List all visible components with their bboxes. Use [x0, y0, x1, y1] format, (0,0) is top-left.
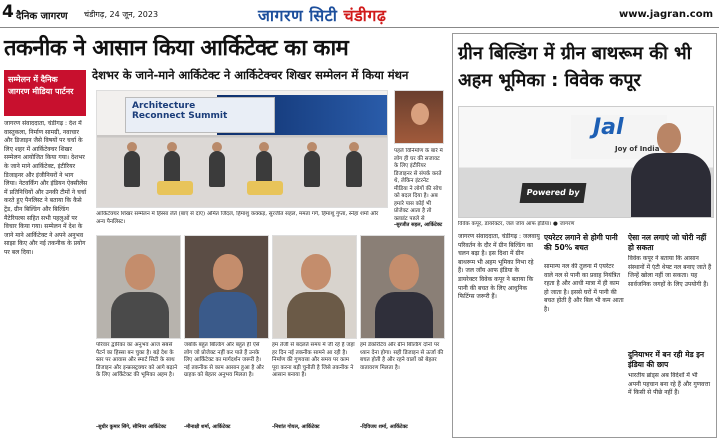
quote-2-name: -मीनाक्षी शर्मा, आर्किटेक्ट [184, 424, 231, 430]
side-quote: पहले विनिर्माण के बारे में लोग ही घर की सजावट के लिए इंटीरियर डिजाइनर से संपर्क करते थे, लेकिन इंटरनेट मीडिया ने लोगों की सोच को बदल दिया है। अब हमारे पास कोई भी प्रोजेक्ट आता है तो क्लाइंट पहले से [394, 148, 443, 220]
paper-name: दैनिक जागरण [16, 11, 68, 22]
quote-1: परिवार द्वारिका का अनुभव आज सबसे पैटर्न का हिस्सा बन चुका है। बड़े देश के स्तर पर आवास और स्मार्ट सिटी के साथ डिजाइन और इन्फ्रास्ट्रक्चर को आगे बढ़ाने के लिए आर्किटेक्ट की भूमिका अहम है। [96, 342, 178, 378]
right-story-body-2: सामान्य नल की तुलना में एयरेटर वाले नल से पानी का प्रवाह नियंत्रित रहता है और आधी मात्रा में ही काम हो जाता है। इससे घरों में पानी की बचत होती है और बिल भी कम आता है। [544, 263, 624, 313]
right-subhead-aerator: एयरेटर लगाने से होगी पानी की 50% बचत [544, 233, 618, 252]
quote-4: हमें डेकोरेटिव और ग्रीन बिल्डिंग दोनों पर ध्यान देना होगा। सही डिजाइन से ऊर्जा की बचत होती है और रहने वालों को बेहतर वातावरण मिलता है। [360, 342, 444, 371]
speaker-mugshot-4 [360, 235, 445, 339]
right-subhead-made-in-india: दुनियाभर में बन रही मेड इन इंडिया की छाप [628, 350, 705, 369]
left-subheadline: देशभर के जाने-माने आर्किटेक्ट ने आर्किटेक्चर शिखर सम्मेलन में किया मंथन [92, 68, 409, 82]
quote-2: जबकि बहुत बिल्डिंग और बहुत ही ऐसे लोग जो प्रोजेक्ट नहीं कर पाते हैं उनके लिए आर्किटेक्ट का मार्गदर्शन जरूरी है। नई तकनीक से काम आसान हुआ है और ग्राहक को बेहतर अनुभव मिलता है। [184, 342, 264, 378]
speaker-mugshot-1 [96, 235, 181, 339]
website-url[interactable]: www.jagran.com [618, 9, 713, 20]
summit-banner: Architecture Reconnect Summit [125, 97, 275, 133]
quote-1-name: -सुधीर कुमार सिंगे, सीनियर आर्किटेक्ट [96, 424, 167, 430]
page-number: 4 [2, 2, 14, 22]
side-quote-name: -सुरजीत सहल, आर्किटेक्ट [394, 222, 443, 228]
jal-tagline: Joy of India [615, 145, 660, 153]
speaker-mugshot-3 [272, 235, 357, 339]
right-story-body-1: जागरण संवाददाता, चंडीगढ़ : जलवायु परिवर्तन के दौर में ग्रीन बिल्डिंग का चलन बढ़ा है। इस दिशा में ग्रीन बाथरूम भी अहम भूमिका निभा रहे हैं। जल जॉय आफ इंडिया के डायरेक्टर विवेक कपूर ने बताया कि पानी की बचत के लिए आधुनिक फिटिंग्स जरूरी हैं। [458, 233, 540, 301]
right-story-body-3: विवेक कपूर ने बताया कि आसान संस्थानों में एंटी थेफ्ट नल बनाए जाते हैं जिन्हें खोला नहीं जा सकता। यह सार्वजनिक जगहों के लिए उपयोगी हैं। [628, 255, 712, 288]
media-partner-kicker: सम्मेलन में दैनिक जागरण मीडिया पार्टनर [4, 70, 86, 116]
speaker-mugshot-2 [184, 235, 269, 339]
issue-date: चंडीगढ़, 24 जून, 2023 [84, 10, 159, 19]
jal-logo: Jal [593, 115, 624, 140]
speaker-photo [394, 90, 444, 144]
masthead [0, 0, 719, 28]
summit-panel-photo [96, 90, 388, 208]
powered-by-sign: Powered by [520, 183, 587, 203]
right-story-body-4: भारतीय ब्रांड्स अब विदेशों में भी अपनी पहचान बना रहे हैं और गुणवत्ता में किसी से पीछे नहीं हैं। [628, 372, 711, 397]
left-headline: तकनीक ने आसान किया आर्किटेक्ट का काम [4, 36, 349, 61]
right-headline: ग्रीन बिल्डिंग में ग्रीन बाथरूम की भी अहम भूमिका : विवेक कपूर [458, 43, 692, 91]
quote-4-name: -दिविजय शर्मा, आर्किटेक्ट [360, 424, 408, 430]
left-story-body: जागरण संवाददाता, चंडीगढ़ : देश में वास्तुकला, निर्माण सामग्री, नवाचार और डिजाइन जैसे विषयों पर चर्चा के लिए शहर में आर्किटेक्चर शिखर सम्मेलन आयोजित किया गया। देशभर के जाने माने आर्किटेक्ट, इंटीरियर डिजाइनर और इंजीनियरों ने भाग लिया। नेटवर्किंग और इंडियन ऐक्सीलेंस में प्रतिनिधियों और उनकी टीमों ने चर्चा करते हुए पैनलिस्ट ने बताया कि कैसे ट्रेंड, ग्रीन बिल्डिंग और बिल्डिंग मैटेरियल्स सहित सभी पहलुओं पर विचार किया गया। सम्मेलन में देश के जाने माने आर्किटेक्ट ने अपने अनुभव साझा किए और नई तकनीक के प्रयोग पर बल दिया। [4, 120, 88, 256]
main-photo-caption: आर्किटेक्चर शिखर सम्मेलन में हिस्सा लेते (बाएं से दाएं) अमित जिंदल, हिमांशु कक्कड़, सुरजीत सहल, ममता गर्ग, हिमांशु गुप्ता, स्नेहा शर्मा और अन्य पैनलिस्ट। [96, 211, 379, 225]
quote-3-name: -निशांत गोयल, आर्किटेक्ट [272, 424, 320, 430]
quote-3: हम तेजी से बदलते समय में जी रहे हैं जहां हर दिन नई तकनीक सामने आ रही है। निर्माण की गुणवत्ता और समय पर काम पूरा करना बड़ी चुनौती है जिसे तकनीक ने आसान बनाया है। [272, 342, 355, 378]
section-brand: जागरण सिटी चंडीगढ़ [258, 6, 387, 25]
right-photo-caption: विवेक कपूर, डायरेक्टर, जल जॉय आफ इंडिया। ● जागरण [458, 221, 575, 227]
right-subhead-antitheft: ऐसा नल लगाएं जो चोरी नहीं हो सकता [628, 233, 707, 252]
vivek-kapoor-photo [458, 106, 714, 218]
